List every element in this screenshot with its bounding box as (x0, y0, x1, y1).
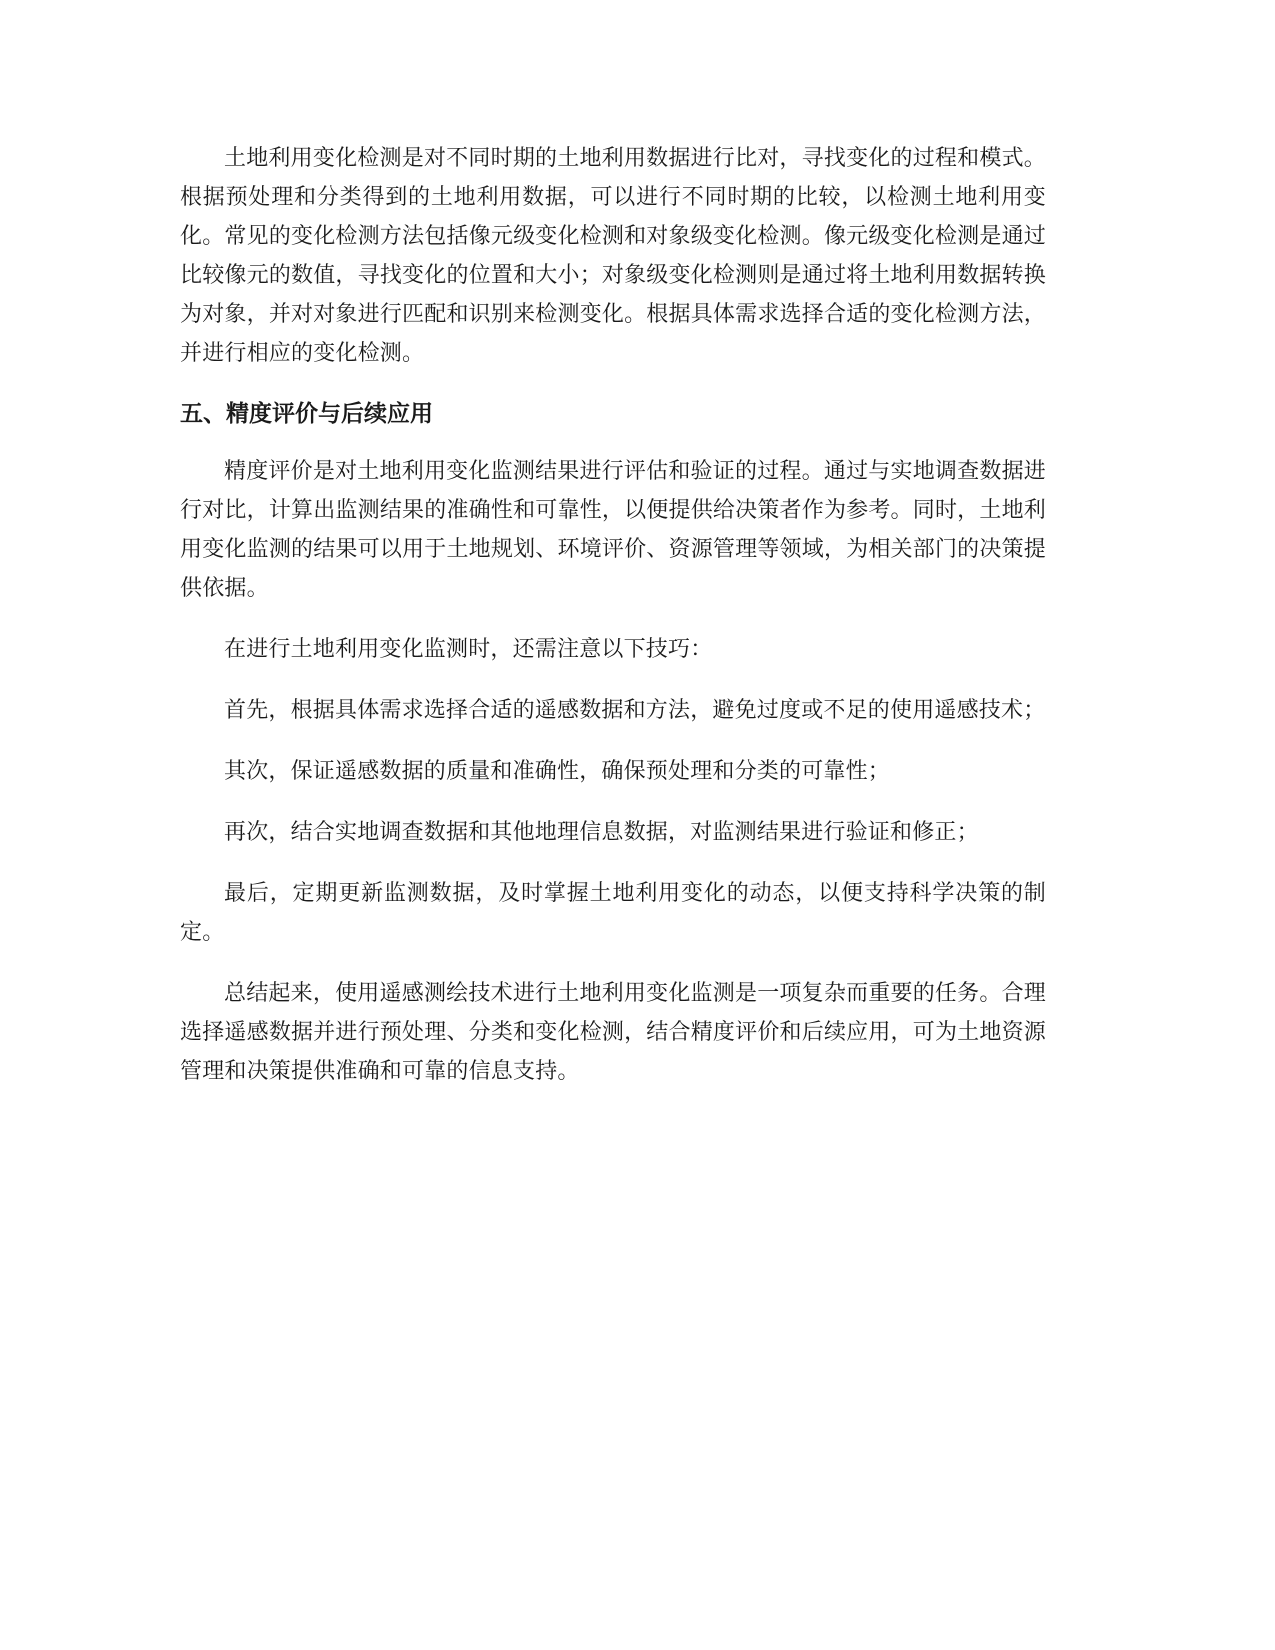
paragraph-tip-third: 再次，结合实地调查数据和其他地理信息数据，对监测结果进行验证和修正； (224, 820, 979, 845)
paragraph-accuracy-evaluation: 精度评价是对土地利用变化监测结果进行评估和验证的过程。通过与实地调查数据进行对比，计算出监测结果的准确性和可靠性，以便提供给决策者作为参考。同时，土地利用变化监测的结果可以用于土地规划、环境评价、资源管理等领域，为相关部门的决策提供依据。 (180, 459, 1046, 601)
paragraph-summary: 总结起来，使用遥感测绘技术进行土地利用变化监测是一项复杂而重要的任务。合理选择遥感数据并进行预处理、分类和变化检测，结合精度评价和后续应用，可为土地资源管理和决策提供准确和可靠的信息支持。 (180, 981, 1046, 1084)
paragraph-tip-second: 其次，保证遥感数据的质量和准确性，确保预处理和分类的可靠性； (224, 759, 891, 784)
document-page (180, 139, 1046, 1113)
paragraph-change-detection: 土地利用变化检测是对不同时期的土地利用数据进行比对，寻找变化的过程和模式。根据预处理和分类得到的土地利用数据，可以进行不同时期的比较，以检测土地利用变化。常见的变化检测方法包括像元级变化检测和对象级变化检测。像元级变化检测是通过比较像元的数值，寻找变化的位置和大小；对象级变化检测则是通过将土地利用数据转换为对象，并对对象进行匹配和识别来检测变化。根据具体需求选择合适的变化检测方法，并进行相应的变化检测。 (180, 146, 1046, 366)
paragraph-tips-intro: 在进行土地利用变化监测时，还需注意以下技巧： (224, 637, 713, 662)
section-heading: 五、精度评价与后续应用 (180, 401, 433, 427)
paragraph-tip-last: 最后，定期更新监测数据，及时掌握土地利用变化的动态，以便支持科学决策的制定。 (180, 881, 1046, 945)
paragraph-tip-first: 首先，根据具体需求选择合适的遥感数据和方法，避免过度或不足的使用遥感技术； (224, 698, 1046, 723)
